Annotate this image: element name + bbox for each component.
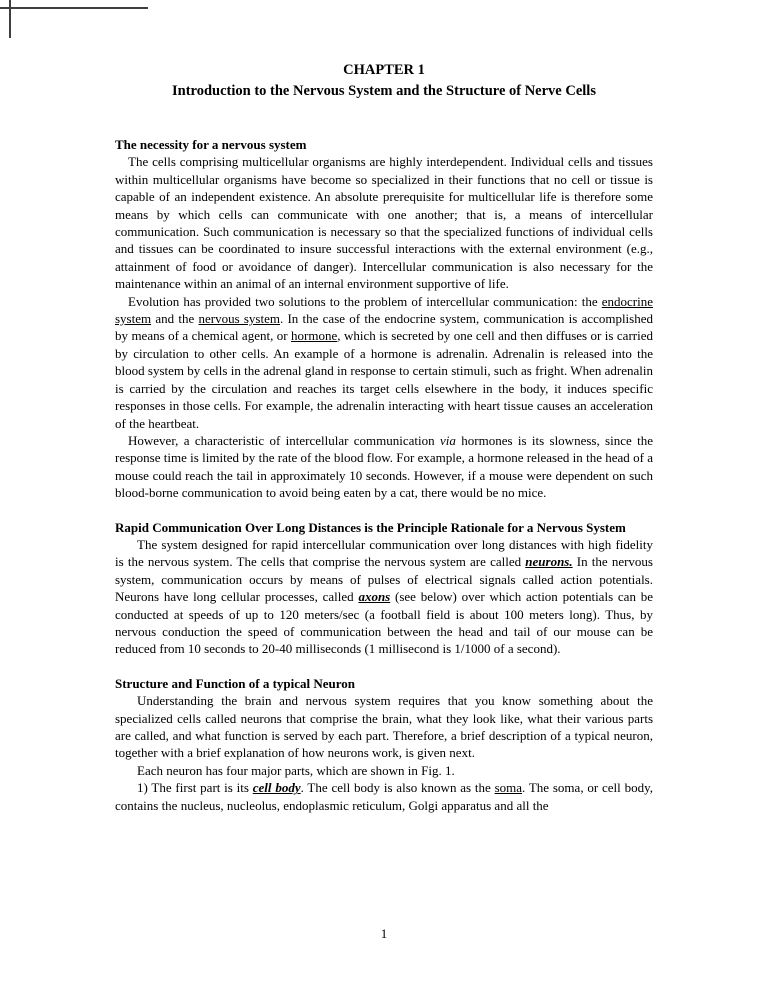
paragraph: 1) The first part is its cell body. The cell body is also known as the soma. The soma, or cell body, contains the nucleus, nucleolus, endoplasmic reticulum, Golgi apparatus and all the	[115, 780, 653, 813]
section-heading: Structure and Function of a typical Neuron	[115, 675, 356, 691]
paragraph: The cells comprising multicellular organisms are highly interdependent. Individual cells and tissues within multicellular organisms have become so specialized in their functions that no cell or tissue is capable of an independent existence. An absolute prerequisite for multicellular life is therefore some means by which cells can communicate with one another; that is, a means of intercellular communication. Such communication is necessary so that the specialized functions of individual cells and tissues can be coordinated to insure successful interactions with the external environment (e.g., attainment of food or avoidance of danger). Intercellular communication is also necessary for the maintenance within an animal of an internal environment supportive of life.	[115, 154, 653, 292]
paragraph: Evolution has provided two solutions to the problem of intercellular communication: the endocrine system and the nervous system. In the case of the endocrine system, communication is accomplished by means of a chemical agent, or hormone, which is secreted by one cell and then diffuses or is carried by circulation to other cells. An example of a hormone is adrenalin. Adrenalin is released into the blood system by cells in the adrenal gland in response to certain stimuli, such as fright. When adrenalin is carried by the circulation and reaches its target cells elsewhere in the body, it induces specific responses in those cells. For example, the adrenalin interacting with heart tissue causes an acceleration of the heartbeat.	[115, 293, 654, 431]
page-content	[115, 60, 653, 814]
section-necessity-nervous-system	[115, 136, 653, 502]
chapter-title: CHAPTER 1	[343, 62, 425, 78]
section-rapid-communication	[115, 519, 653, 658]
chapter-subtitle: Introduction to the Nervous System and the Structure of Nerve Cells	[172, 83, 596, 99]
scan-artifact-left	[9, 0, 11, 38]
section-structure-function-neuron	[115, 675, 653, 814]
section-heading: Rapid Communication Over Long Distances is the Principle Rationale for a Nervous System	[115, 519, 626, 535]
paragraph: However, a characteristic of intercellular communication via hormones is its slowness, since the response time is limited by the rate of the blood flow. For example, a hormone released in the head of a mouse could reach the tail in approximately 10 seconds. However, if a mouse were dependent on such blood-borne communication to avoid being eaten by a cat, there would be no mice.	[115, 432, 653, 501]
page-number: 1	[380, 926, 388, 941]
section-heading: The necessity for a nervous system	[115, 137, 307, 152]
paragraph: The system designed for rapid intercellular communication over long distances with high fidelity is the nervous system. The cells that comprise the nervous system are called neurons. In the nervous system, communication occurs by means of pulses of electrical signals called action potentials. Neurons have long cellular processes, called axons (see below) over which action potentials can be conducted at speeds of up to 120 meters/sec (a football field is about 100 meters long). Thus, by nervous conduction the speed of communication between the head and tail of our mouse can be reduced from 10 seconds to 20-40 milliseconds (1 millisecond is 1/1000 of a second).	[115, 536, 653, 657]
paragraph: Understanding the brain and nervous system requires that you know something about the specialized cells called neurons that comprise the brain, what they look like, what their various parts are called, and what function is served by each part. Therefore, a brief description of a typical neuron, together with a brief explanation of how neurons work, is given next.	[115, 693, 653, 761]
paragraph: Each neuron has four major parts, which are shown in Fig. 1.	[137, 762, 455, 778]
scan-artifact-top	[0, 7, 148, 9]
